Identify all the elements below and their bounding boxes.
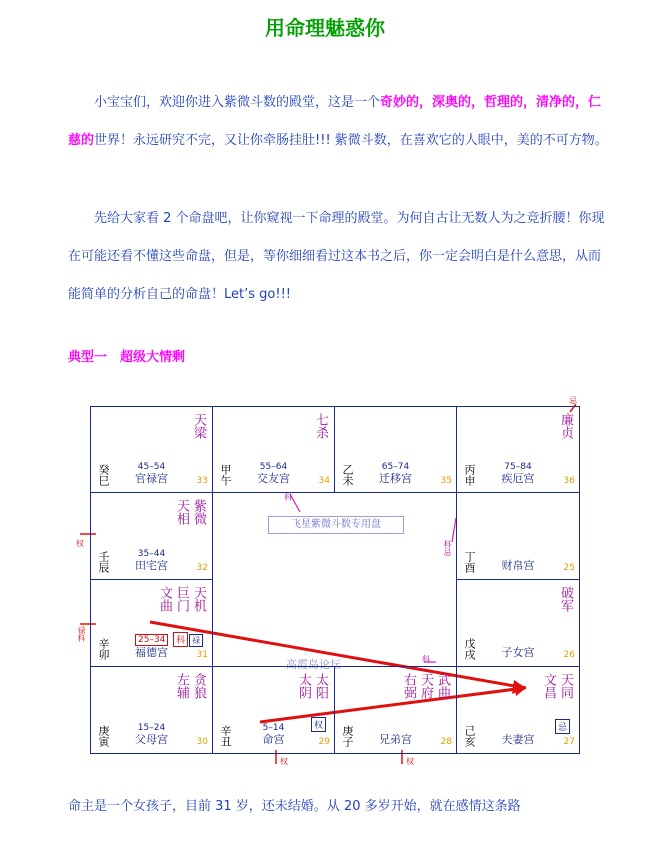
cell-stars xyxy=(174,673,206,699)
box-ji: 忌 xyxy=(555,719,570,734)
cell-stem: 己亥 xyxy=(463,725,476,747)
cell-star: 巨门 xyxy=(174,586,189,612)
cell-age: 28 xyxy=(440,737,452,747)
cell-stem: 乙未 xyxy=(341,464,354,486)
cell-range: 65–74 xyxy=(381,462,410,472)
cell-star: 天同 xyxy=(558,673,573,699)
cell-star: 太阳 xyxy=(313,673,328,699)
cell-qianyi xyxy=(334,406,457,493)
cell-palace: 福德宫 xyxy=(135,646,168,659)
center-title: 飞星紫微斗数专用盘 xyxy=(268,516,404,534)
bottom-paragraph: 命主是一个女孩子，目前 31 岁，还未结婚。从 20 多岁开始，就在感情这条路 xyxy=(68,799,521,814)
cell-range: 45–54 xyxy=(137,462,166,472)
tag-ji-top: 忌 xyxy=(569,396,577,405)
cell-fude xyxy=(90,579,213,667)
tag-quan-bottom-2: 权 xyxy=(406,757,414,766)
cell-stem: 戊戌 xyxy=(463,638,476,660)
tag-quan-left: 权 xyxy=(76,539,84,548)
cell-stars xyxy=(296,673,328,699)
page-title: 用命理魅惑你 xyxy=(265,16,385,40)
cell-palace: 命宫 xyxy=(262,733,285,746)
tag-ke-center: 科 xyxy=(422,655,430,664)
cell-age: 33 xyxy=(196,476,208,486)
cell-age: 31 xyxy=(196,650,208,660)
cell-star: 天机 xyxy=(191,586,206,612)
cell-xiongdi xyxy=(334,666,457,754)
cell-jiaoyou xyxy=(212,406,335,493)
cell-jie xyxy=(456,396,580,493)
cell-stem: 甲午 xyxy=(219,464,232,486)
cell-stem: 庚寅 xyxy=(97,725,110,747)
cell-star: 武曲 xyxy=(435,673,450,699)
intro-text-a: 小宝宝们，欢迎你进入紫微斗数的殿堂，这是一个 xyxy=(94,95,381,110)
box-lu: 禄 xyxy=(189,634,203,647)
cell-stars xyxy=(541,673,573,699)
cell-age: 35 xyxy=(440,476,452,486)
cell-stars xyxy=(174,499,206,525)
cell-stem: 庚子 xyxy=(341,725,354,747)
cell-palace: 子女宫 xyxy=(501,646,535,659)
cell-star: 右弼 xyxy=(401,673,416,699)
watermark-text: 高霞岛论坛 xyxy=(286,658,341,671)
cell-age: 26 xyxy=(563,650,575,660)
cell-palace: 疾厄宫 xyxy=(501,472,535,485)
intro-text-b: 世界！永远研究不完，又让你牵肠挂肚!!! 紫微斗数，在喜欢它的人眼中，美的不可方物。 xyxy=(94,133,608,148)
cell-star: 文曲 xyxy=(157,586,172,612)
cell-star: 廉贞 xyxy=(558,413,573,439)
cell-palace: 迁移宫 xyxy=(379,472,412,485)
cell-star: 文昌 xyxy=(541,673,556,699)
box-quan: 权 xyxy=(311,717,326,732)
cell-fumu xyxy=(90,666,213,754)
cell-star: 天府 xyxy=(418,673,433,699)
cell-star: 紫微 xyxy=(191,499,206,525)
cell-palace: 父母宫 xyxy=(135,733,168,746)
cell-palace: 交友宫 xyxy=(257,472,290,485)
red-box-range: 25–34 xyxy=(135,634,168,646)
cell-age: 34 xyxy=(318,476,330,486)
tag-luke-left: 禄科 xyxy=(77,626,86,642)
cell-stars xyxy=(401,673,450,699)
cell-palace: 兄弟宫 xyxy=(379,733,412,746)
cell-stem: 辛丑 xyxy=(219,725,232,747)
cell-caibo xyxy=(456,492,580,580)
cell-range: 15–24 xyxy=(137,723,166,733)
tag-quan-bottom-1: 权 xyxy=(280,757,288,766)
intro-paragraph-2 xyxy=(68,200,608,314)
cell-range: 35–44 xyxy=(137,549,166,559)
cell-star: 天梁 xyxy=(191,413,206,439)
cell-palace: 夫妻宫 xyxy=(501,733,535,746)
cell-zinv xyxy=(456,579,580,667)
cell-star: 天相 xyxy=(174,499,189,525)
ziwei-chart xyxy=(76,396,580,766)
section-heading: 典型一 超级大情剩 xyxy=(68,350,186,365)
cell-fuqi xyxy=(456,666,580,754)
cell-range: 75–84 xyxy=(504,462,532,472)
cell-stars xyxy=(157,586,206,612)
cell-ming xyxy=(212,666,335,754)
cell-star: 贪狼 xyxy=(191,673,206,699)
cell-stem: 丁酉 xyxy=(463,551,476,573)
cell-star: 七杀 xyxy=(313,413,328,439)
cell-stem: 辛卯 xyxy=(97,638,110,660)
cell-range: 55–64 xyxy=(259,462,288,472)
cell-tianzhai xyxy=(90,492,213,580)
cell-star: 左辅 xyxy=(174,673,189,699)
intro-text-2: 先给大家看 2 个命盘吧，让你窥视一下命理的殿堂。为何自古让无数人为之竞折腰！你现在可能还看不懂这些命盘，但是，等你细细看过这本书之后，你一定会明白是什么意思，从而能简单的分析自己的命盘！Let’s go!!! xyxy=(68,211,605,302)
cell-guanlu xyxy=(90,406,213,493)
intro-paragraph-1 xyxy=(68,84,608,160)
tag-keji: 科忌 xyxy=(443,540,452,556)
cell-palace: 官禄宫 xyxy=(135,472,168,485)
cell-age: 32 xyxy=(196,563,208,573)
cell-age: 25 xyxy=(563,563,575,573)
tag-ke-top: 科 xyxy=(284,493,292,502)
cell-stem: 丙申 xyxy=(463,464,476,486)
cell-range: 5–14 xyxy=(262,723,285,733)
cell-palace: 田宅宫 xyxy=(135,559,168,572)
cell-palace: 财帛宫 xyxy=(501,559,535,572)
cell-age: 36 xyxy=(563,476,575,486)
cell-age: 29 xyxy=(318,737,330,747)
cell-star: 破军 xyxy=(558,586,573,612)
cell-stem: 癸巳 xyxy=(97,464,110,486)
cell-age: 30 xyxy=(196,737,208,747)
cell-age: 27 xyxy=(563,737,575,747)
cell-stem: 壬辰 xyxy=(97,551,110,573)
red-box-ke: 科 xyxy=(173,632,188,647)
cell-star: 太阴 xyxy=(296,673,311,699)
intro-highlight: 奇妙的，深奥的，哲理的，清净的，仁慈的 xyxy=(68,95,602,148)
